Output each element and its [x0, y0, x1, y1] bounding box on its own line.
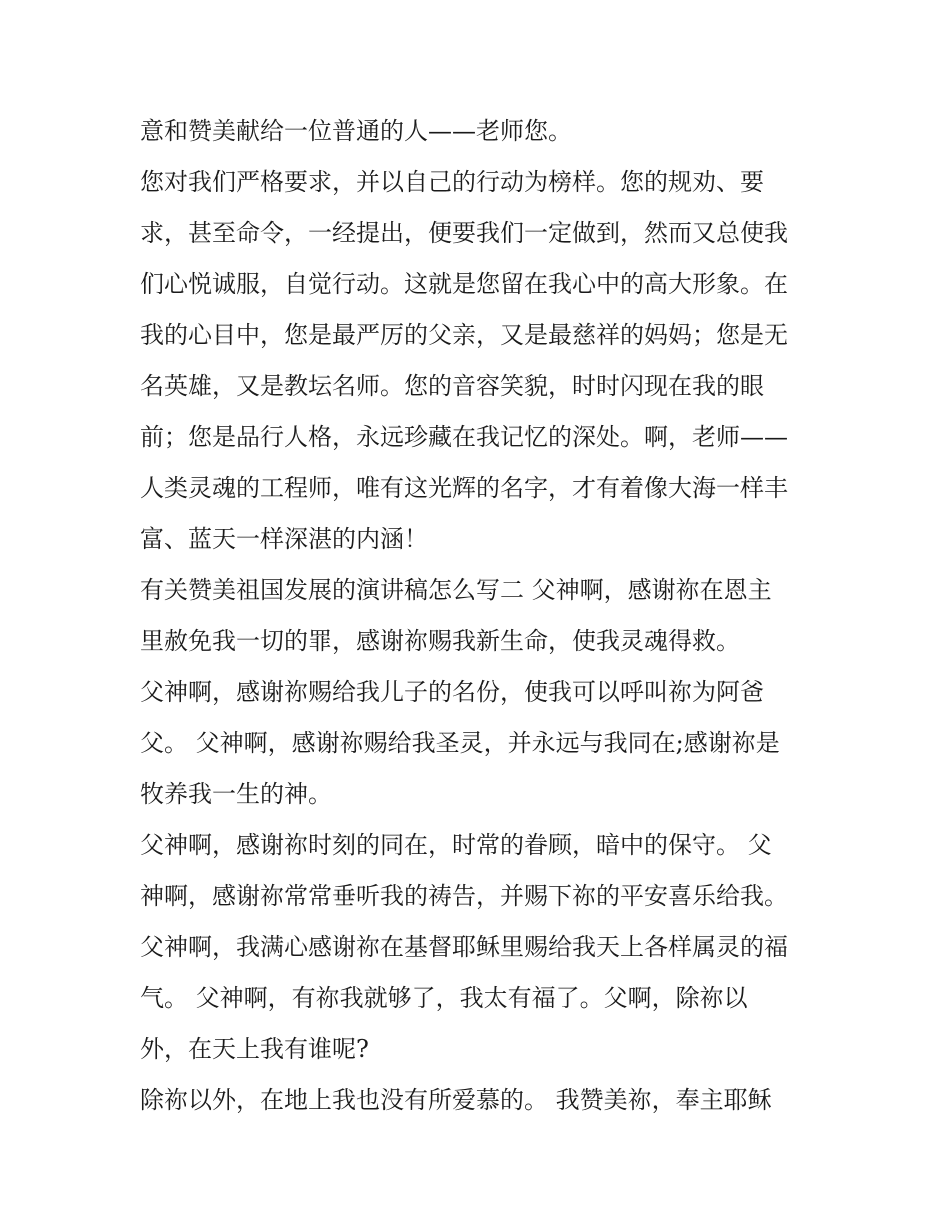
text-line-20: 除祢以外，在地上我也没有所爱慕的。 我赞美祢，奉主耶稣	[140, 1086, 772, 1114]
text-line-13: 父。 父神啊，感谢祢赐给我圣灵，并永远与我同在;感谢祢是	[140, 729, 780, 757]
text-line-19: 外，在天上我有谁呢?	[140, 1035, 369, 1063]
text-line-10: 有关赞美祖国发展的演讲稿怎么写二 父神啊，感谢祢在恩主	[140, 576, 772, 604]
text-line-4: 们心悦诚服，自觉行动。这就是您留在我心中的高大形象。在	[140, 270, 788, 298]
text-line-1: 意和赞美献给一位普通的人——老师您。	[140, 117, 572, 145]
text-line-17: 父神啊，我满心感谢祢在基督耶稣里赐给我天上各样属灵的福	[140, 933, 788, 961]
text-line-6: 名英雄，又是教坛名师。您的音容笑貌，时时闪现在我的眼	[140, 372, 764, 400]
text-line-9: 富、蓝天一样深湛的内涵！	[140, 525, 428, 553]
document-body	[140, 106, 820, 1126]
text-line-2: 您对我们严格要求，并以自己的行动为榜样。您的规劝、要	[140, 168, 764, 196]
text-line-12: 父神啊，感谢祢赐给我儿子的名份，使我可以呼叫祢为阿爸	[140, 678, 764, 706]
text-line-18: 气。 父神啊，有祢我就够了，我太有福了。父啊，除祢以	[140, 984, 748, 1012]
text-line-16: 神啊，感谢祢常常垂听我的祷告，并赐下祢的平安喜乐给我。	[140, 882, 788, 910]
text-line-11: 里赦免我一切的罪，感谢祢赐我新生命，使我灵魂得救。	[140, 627, 740, 655]
text-line-7: 前；您是品行人格，永远珍藏在我记忆的深处。啊，老师——	[140, 423, 788, 451]
text-line-3: 求，甚至命令，一经提出，便要我们一定做到，然而又总使我	[140, 219, 788, 247]
text-line-8: 人类灵魂的工程师，唯有这光辉的名字，才有着像大海一样丰	[140, 474, 788, 502]
text-line-14: 牧养我一生的神。	[140, 780, 332, 808]
text-line-15: 父神啊，感谢祢时刻的同在，时常的眷顾，暗中的保守。 父	[140, 831, 772, 859]
text-line-5: 我的心目中，您是最严厉的父亲，又是最慈祥的妈妈；您是无	[140, 321, 788, 349]
